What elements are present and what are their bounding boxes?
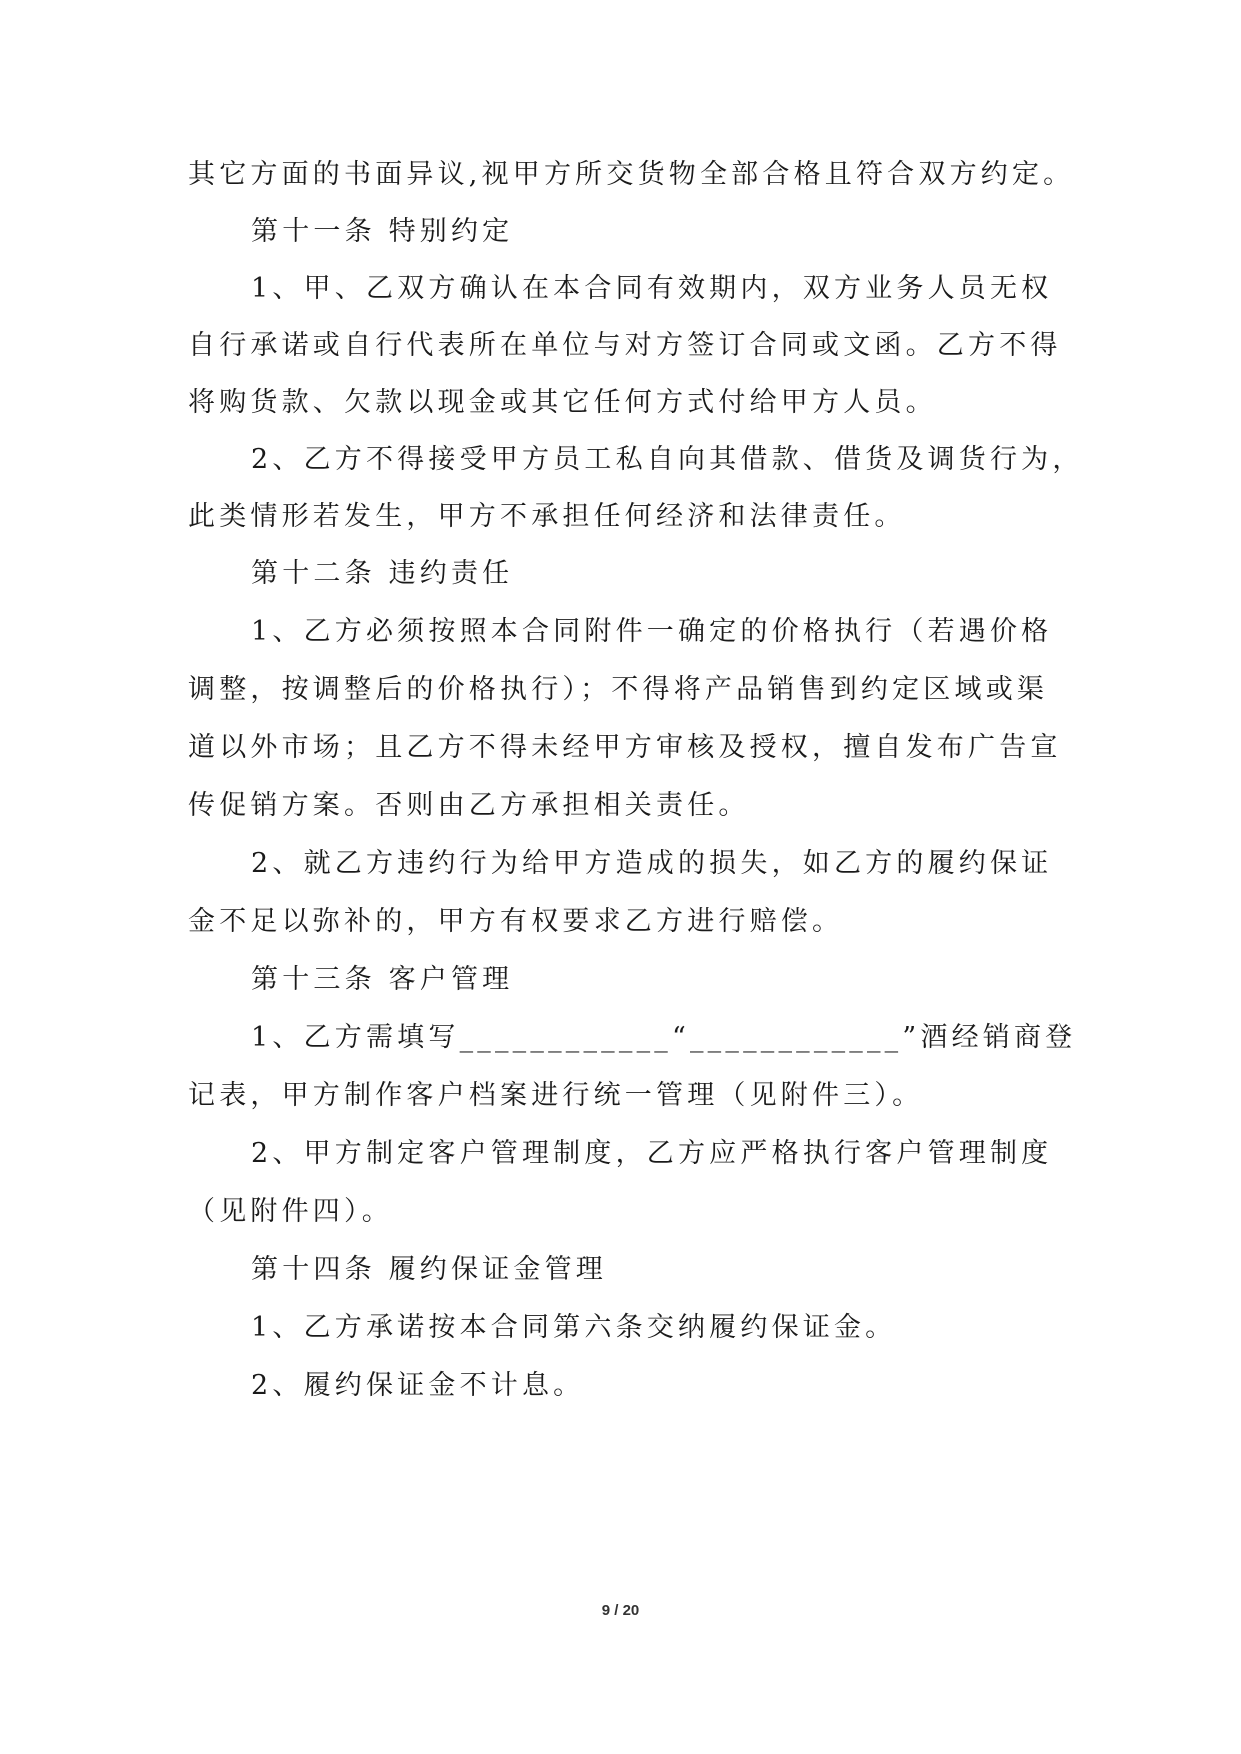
text-line: 此类情形若发生，甲方不承担任何经济和法律责任。	[188, 501, 906, 532]
text-line: 1、甲、乙双方确认在本合同有效期内，双方业务人员无权	[251, 273, 1053, 304]
text-line: 1、乙方需填写____________“____________”酒经销商登	[251, 1022, 1077, 1053]
text-line: 将购货款、欠款以现金或其它任何方式付给甲方人员。	[188, 387, 937, 418]
page-number: 9 / 20	[601, 1602, 640, 1619]
text-line: 2、履约保证金不计息。	[251, 1370, 585, 1401]
section-heading: 第十一条 特别约定	[251, 216, 514, 247]
text-line: 传促销方案。否则由乙方承担相关责任。	[188, 790, 750, 821]
text-line: 其它方面的书面异议,视甲方所交货物全部合格且符合双方约定。	[188, 159, 1075, 190]
text-line: 道以外市场；且乙方不得未经甲方审核及授权，擅自发布广告宣	[188, 732, 1062, 763]
text-line: 调整，按调整后的价格执行）；不得将产品销售到约定区域或渠	[188, 674, 1049, 705]
text-line: 1、乙方承诺按本合同第六条交纳履约保证金。	[251, 1312, 897, 1343]
text-line: 1、乙方必须按照本合同附件一确定的价格执行（若遇价格	[251, 616, 1053, 647]
text-line: 金不足以弥补的，甲方有权要求乙方进行赔偿。	[188, 906, 844, 937]
section-heading: 第十三条 客户管理	[251, 964, 514, 995]
text-line: 自行承诺或自行代表所在单位与对方签订合同或文函。乙方不得	[188, 330, 1062, 361]
section-heading: 第十四条 履约保证金管理	[251, 1254, 607, 1285]
text-line: 2、乙方不得接受甲方员工私自向其借款、借货及调货行为，	[251, 444, 1084, 475]
text-line: 记表，甲方制作客户档案进行统一管理（见附件三）。	[188, 1080, 924, 1111]
text-line: 2、就乙方违约行为给甲方造成的损失，如乙方的履约保证	[251, 848, 1053, 879]
section-heading: 第十二条 违约责任	[251, 558, 514, 589]
text-line: 2、甲方制定客户管理制度，乙方应严格执行客户管理制度	[251, 1138, 1053, 1169]
text-line: （见附件四）。	[188, 1196, 393, 1227]
